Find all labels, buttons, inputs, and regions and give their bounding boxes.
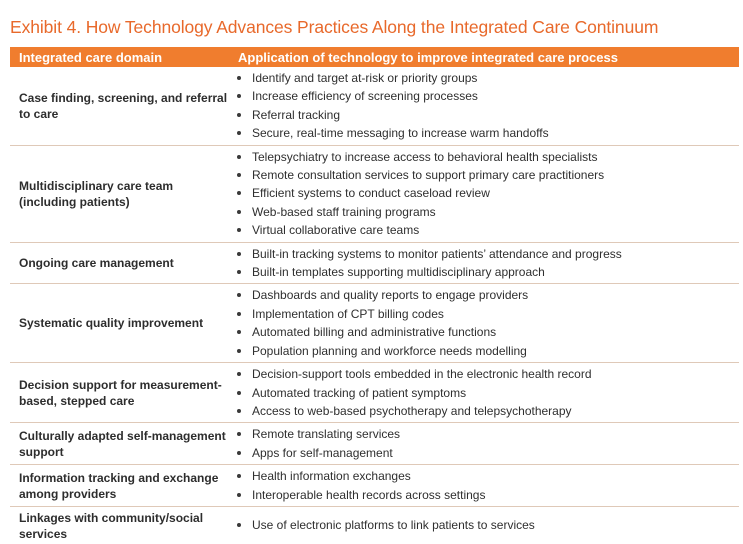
application-item: Virtual collaborative care teams [234,221,739,239]
applications-cell [234,284,739,363]
header-domain: Integrated care domain [10,47,234,67]
application-item: Access to web-based psychotherapy and telepsychotherapy [234,402,739,420]
application-list [234,365,739,420]
application-item: Population planning and workforce needs modelling [234,342,739,360]
application-item: Decision-support tools embedded in the electronic health record [234,365,739,383]
domain-cell: Culturally adapted self-management support [10,423,234,465]
table-body [10,67,739,544]
application-item: Implementation of CPT billing codes [234,305,739,323]
applications-cell [234,67,739,145]
exhibit-title: Exhibit 4. How Technology Advances Practices Along the Integrated Care Continuum [10,17,659,37]
application-item: Web-based staff training programs [234,203,739,221]
table-row [10,67,739,145]
application-item: Built-in tracking systems to monitor patients’ attendance and progress [234,245,739,263]
table-row [10,363,739,423]
applications-cell [234,423,739,465]
application-item: Health information exchanges [234,467,739,485]
applications-cell [234,506,739,544]
application-item: Remote consultation services to support primary care practitioners [234,166,739,184]
header-application: Application of technology to improve integrated care process [234,47,739,67]
table-row [10,506,739,544]
application-list [234,467,739,504]
applications-cell [234,242,739,284]
application-list [234,245,739,282]
application-item: Referral tracking [234,106,739,124]
domain-cell: Case finding, screening, and referral to care [10,67,234,145]
table-row [10,423,739,465]
applications-cell [234,363,739,423]
application-list [234,286,739,360]
application-list [234,425,739,462]
application-list [234,69,739,143]
application-item: Increase efficiency of screening processes [234,87,739,105]
integrated-care-table [10,47,739,544]
application-list [234,148,739,240]
table-row [10,284,739,363]
table-header-row [10,47,739,67]
application-item: Telepsychiatry to increase access to behavioral health specialists [234,148,739,166]
application-item: Interoperable health records across settings [234,486,739,504]
domain-cell: Information tracking and exchange among providers [10,465,234,507]
application-item: Apps for self-management [234,444,739,462]
application-list [234,516,739,534]
table-row [10,145,739,242]
applications-cell [234,145,739,242]
application-item: Built-in templates supporting multidisciplinary approach [234,263,739,281]
application-item: Efficient systems to conduct caseload review [234,184,739,202]
domain-cell: Multidisciplinary care team (including patients) [10,145,234,242]
domain-cell: Decision support for measurement-based, stepped care [10,363,234,423]
table-row [10,242,739,284]
application-item: Identify and target at-risk or priority groups [234,69,739,87]
table-row [10,465,739,507]
application-item: Secure, real-time messaging to increase warm handoffs [234,124,739,142]
application-item: Automated billing and administrative functions [234,323,739,341]
domain-cell: Systematic quality improvement [10,284,234,363]
application-item: Use of electronic platforms to link patients to services [234,516,739,534]
applications-cell [234,465,739,507]
application-item: Automated tracking of patient symptoms [234,384,739,402]
application-item: Remote translating services [234,425,739,443]
application-item: Dashboards and quality reports to engage providers [234,286,739,304]
domain-cell: Linkages with community/social services [19,510,204,541]
domain-cell: Ongoing care management [10,242,234,284]
